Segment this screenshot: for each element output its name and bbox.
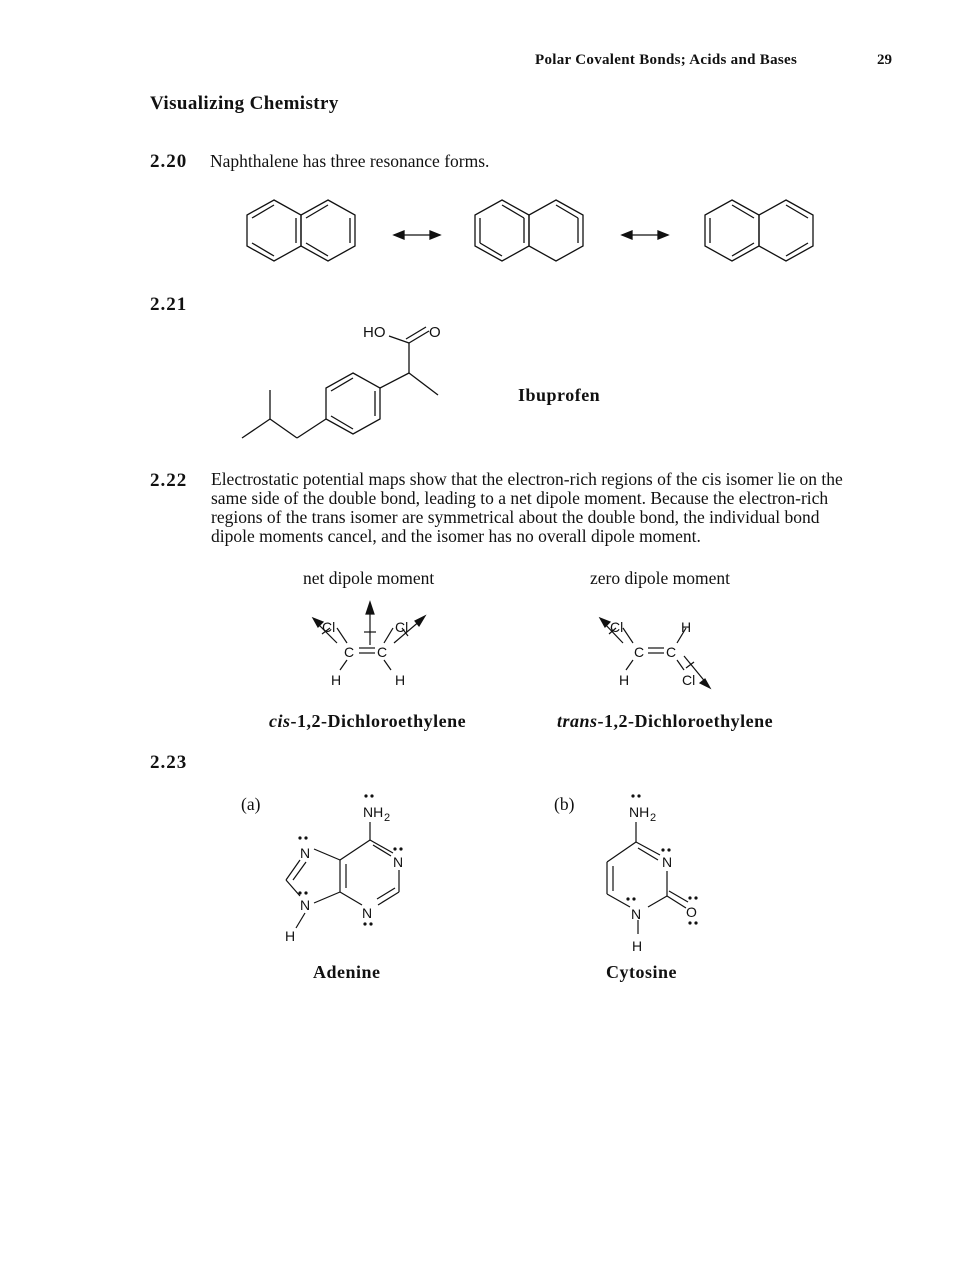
svg-text:NH: NH xyxy=(363,804,384,820)
svg-text:2: 2 xyxy=(650,812,657,824)
zero-dipole-label: zero dipole moment xyxy=(590,568,730,588)
svg-text:N: N xyxy=(662,854,673,870)
svg-text:N: N xyxy=(300,845,311,861)
trans-caption: trans-1,2-Dichloroethylene xyxy=(557,711,774,731)
cis-caption: cis-1,2-Dichloroethylene xyxy=(269,711,467,731)
svg-text:N: N xyxy=(393,854,404,870)
problem-number-2-21: 2.21 xyxy=(150,294,188,315)
svg-text:N: N xyxy=(300,897,311,913)
part-b-label: (b) xyxy=(554,794,575,814)
svg-text:H: H xyxy=(331,672,342,688)
svg-text:C: C xyxy=(634,644,645,660)
svg-text:Cl: Cl xyxy=(395,619,409,635)
svg-text:C: C xyxy=(666,644,677,660)
adenine-caption: Adenine xyxy=(313,962,381,982)
cytosine-caption: Cytosine xyxy=(606,962,677,982)
svg-text:H: H xyxy=(395,672,406,688)
svg-text:O: O xyxy=(686,904,697,920)
svg-text:H: H xyxy=(681,619,692,635)
atom-ho: HO xyxy=(363,324,386,341)
svg-text:N: N xyxy=(631,906,642,922)
section-title: Visualizing Chemistry xyxy=(150,93,339,114)
part-a-label: (a) xyxy=(241,794,261,814)
svg-text:N: N xyxy=(362,905,373,921)
svg-text:C: C xyxy=(344,644,355,660)
ibuprofen-caption: Ibuprofen xyxy=(518,385,601,405)
svg-text:C: C xyxy=(377,644,388,660)
svg-text:H: H xyxy=(619,672,630,688)
problem-number-2-23: 2.23 xyxy=(150,752,188,773)
svg-text:Cl: Cl xyxy=(682,672,696,688)
svg-text:NH: NH xyxy=(629,804,650,820)
svg-text:H: H xyxy=(632,938,643,954)
page-number: 29 xyxy=(877,52,892,68)
net-dipole-label: net dipole moment xyxy=(303,568,435,588)
problem-text-2-20: Naphthalene has three resonance forms. xyxy=(210,151,490,171)
svg-text:H: H xyxy=(285,928,296,944)
problem-number-2-22: 2.22 xyxy=(150,470,188,491)
atom-o: O xyxy=(429,324,441,341)
svg-text:Cl: Cl xyxy=(322,619,336,635)
problem-number-2-20: 2.20 xyxy=(150,151,188,172)
svg-text:2: 2 xyxy=(384,812,391,824)
svg-text:Cl: Cl xyxy=(610,619,624,635)
running-head: Polar Covalent Bonds; Acids and Bases xyxy=(535,52,798,68)
problem-text-2-22: Electrostatic potential maps show that the electron-rich regions of the cis isomer lie on the same side of the double bond, leading to a net dipole moment. Because the electron-rich regions of the trans isomer are symmetrical about the double bond, the individual bond dipole moments cancel, and the isomer has no overall dipole moment. xyxy=(211,469,843,546)
